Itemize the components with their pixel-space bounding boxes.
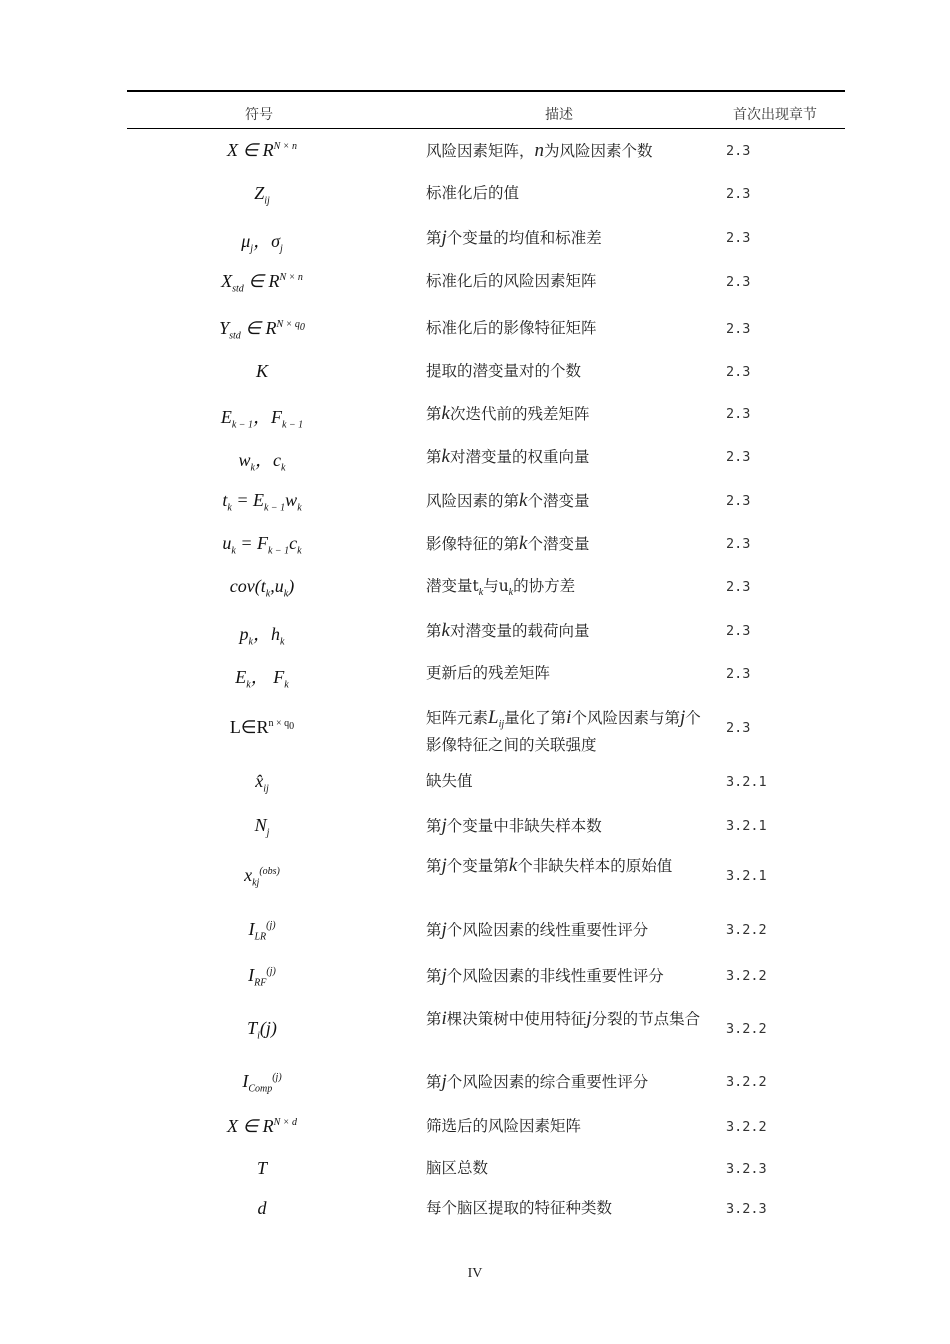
description-cell: 提取的潜变量对的个数: [426, 362, 582, 380]
description-cell: 第j个变量的均值和标准差: [426, 227, 602, 248]
section-cell: 2.3: [726, 536, 751, 552]
description-cell: 第i棵决策树中使用特征j分裂的节点集合: [426, 1008, 701, 1029]
description-cell: 第j个风险因素的综合重要性评分: [426, 1071, 649, 1092]
table-header-rule: [127, 128, 845, 129]
table-top-rule: [127, 90, 845, 92]
section-cell: 3.2.2: [726, 922, 767, 938]
symbol-cell: $N_j$: [254, 815, 270, 839]
symbol-cell: $E_k$， $F_k$: [235, 667, 289, 691]
section-cell: 3.2.2: [726, 968, 767, 984]
symbol-cell: $Y_{std}$ ∈ $R^{N \times q_0}$: [219, 318, 305, 342]
symbol-cell: T: [256, 1158, 267, 1178]
symbol-cell: $I_{LR}^{(j)}$: [248, 919, 276, 943]
description-cell: 第j个风险因素的线性重要性评分: [426, 919, 649, 940]
section-cell: 3.2.3: [726, 1201, 767, 1217]
description-cell: 潜变量$t_k$与$u_k$的协方差: [426, 577, 576, 599]
description-cell: 缺失值: [426, 772, 473, 790]
section-cell: 2.3: [726, 406, 751, 422]
description-cell: 标准化后的风险因素矩阵: [426, 272, 597, 290]
section-cell: 3.2.3: [726, 1161, 767, 1177]
description-cell: 第j个变量中非缺失样本数: [426, 815, 602, 836]
section-cell: 2.3: [726, 321, 751, 337]
symbol-cell: $\mu_j$，$\sigma_j$: [241, 231, 283, 255]
header-section: 首次出现章节: [733, 107, 817, 123]
header-description: 描述: [545, 107, 573, 123]
description-cell: 第j个风险因素的非线性重要性评分: [426, 965, 664, 986]
section-cell: 2.3: [726, 720, 751, 736]
description-cell: 影像特征的第k个潜变量: [426, 533, 590, 554]
symbol-cell: K: [255, 361, 268, 381]
section-cell: 2.3: [726, 230, 751, 246]
symbol-cell: $w_k$，$c_k$: [238, 450, 286, 474]
page-number: IV: [467, 1266, 483, 1281]
description-cell: 脑区总数: [426, 1159, 489, 1177]
description-cell: 第j个变量第k个非缺失样本的原始值: [426, 855, 673, 876]
section-cell: 2.3: [726, 579, 751, 595]
section-cell: 3.2.1: [726, 868, 767, 884]
description-cell: 更新后的残差矩阵: [426, 664, 551, 682]
symbol-cell: $t_k = E_{k - 1}w_k$: [222, 490, 302, 514]
section-cell: 2.3: [726, 449, 751, 465]
symbol-cell: $x_{kj}^{(obs)}$: [244, 865, 280, 889]
symbol-cell: $T_i(j)$: [247, 1018, 277, 1042]
symbol-cell: $u_k = F_{k - 1}c_k$: [222, 533, 302, 557]
description-cell: 每个脑区提取的特征种类数: [426, 1199, 613, 1217]
section-cell: 3.2.1: [726, 818, 767, 834]
description-cell: 第k对潜变量的载荷向量: [426, 620, 590, 641]
symbol-cell: X ∈ $R^{N \times d}$: [226, 1116, 298, 1136]
description-cell: 第k对潜变量的权重向量: [426, 446, 590, 467]
section-cell: 2.3: [726, 364, 751, 380]
symbol-cell: $E_{k - 1}$，$F_{k - 1}$: [220, 407, 304, 431]
section-cell: 2.3: [726, 493, 751, 509]
description-cell: 标准化后的值: [426, 184, 520, 202]
symbol-cell: $Z_{ij}$: [254, 183, 270, 207]
symbol-cell: $cov(t_k,u_k)$: [229, 576, 295, 600]
section-cell: 2.3: [726, 143, 751, 159]
symbol-cell: X ∈ $R^{N \times n}$: [226, 140, 298, 160]
section-cell: 3.2.2: [726, 1074, 767, 1090]
symbol-cell: d: [257, 1198, 267, 1218]
description-cell: 筛选后的风险因素矩阵: [426, 1117, 582, 1135]
symbol-cell: $X_{std}$ ∈ $R^{N \times n}$: [221, 271, 303, 295]
section-cell: 2.3: [726, 186, 751, 202]
section-cell: 2.3: [726, 274, 751, 290]
symbol-cell: $x̂_{ij}$: [255, 771, 269, 795]
symbol-cell: $p_k$，$h_k$: [239, 624, 285, 648]
description-cell: 标准化后的影像特征矩阵: [426, 319, 597, 337]
header-symbol: 符号: [245, 107, 273, 123]
description-cell: 矩阵元素$L_{ij}$量化了第i个风险因素与第j个影像特征之间的关联强度: [426, 707, 701, 755]
section-cell: 3.2.2: [726, 1021, 767, 1037]
description-cell: 风险因素矩阵，n为风险因素个数: [426, 140, 653, 161]
symbol-cell: $I_{RF}^{(j)}$: [248, 965, 276, 989]
symbol-cell: $L\in R^{n \times q_0}$: [229, 717, 295, 737]
section-cell: 3.2.1: [726, 774, 767, 790]
section-cell: 3.2.2: [726, 1119, 767, 1135]
symbol-cell: $I_{Comp}^{(j)}$: [242, 1071, 282, 1095]
section-cell: 2.3: [726, 666, 751, 682]
description-cell: 风险因素的第k个潜变量: [426, 490, 590, 511]
description-cell: 第k次迭代前的残差矩阵: [426, 403, 590, 424]
section-cell: 2.3: [726, 623, 751, 639]
